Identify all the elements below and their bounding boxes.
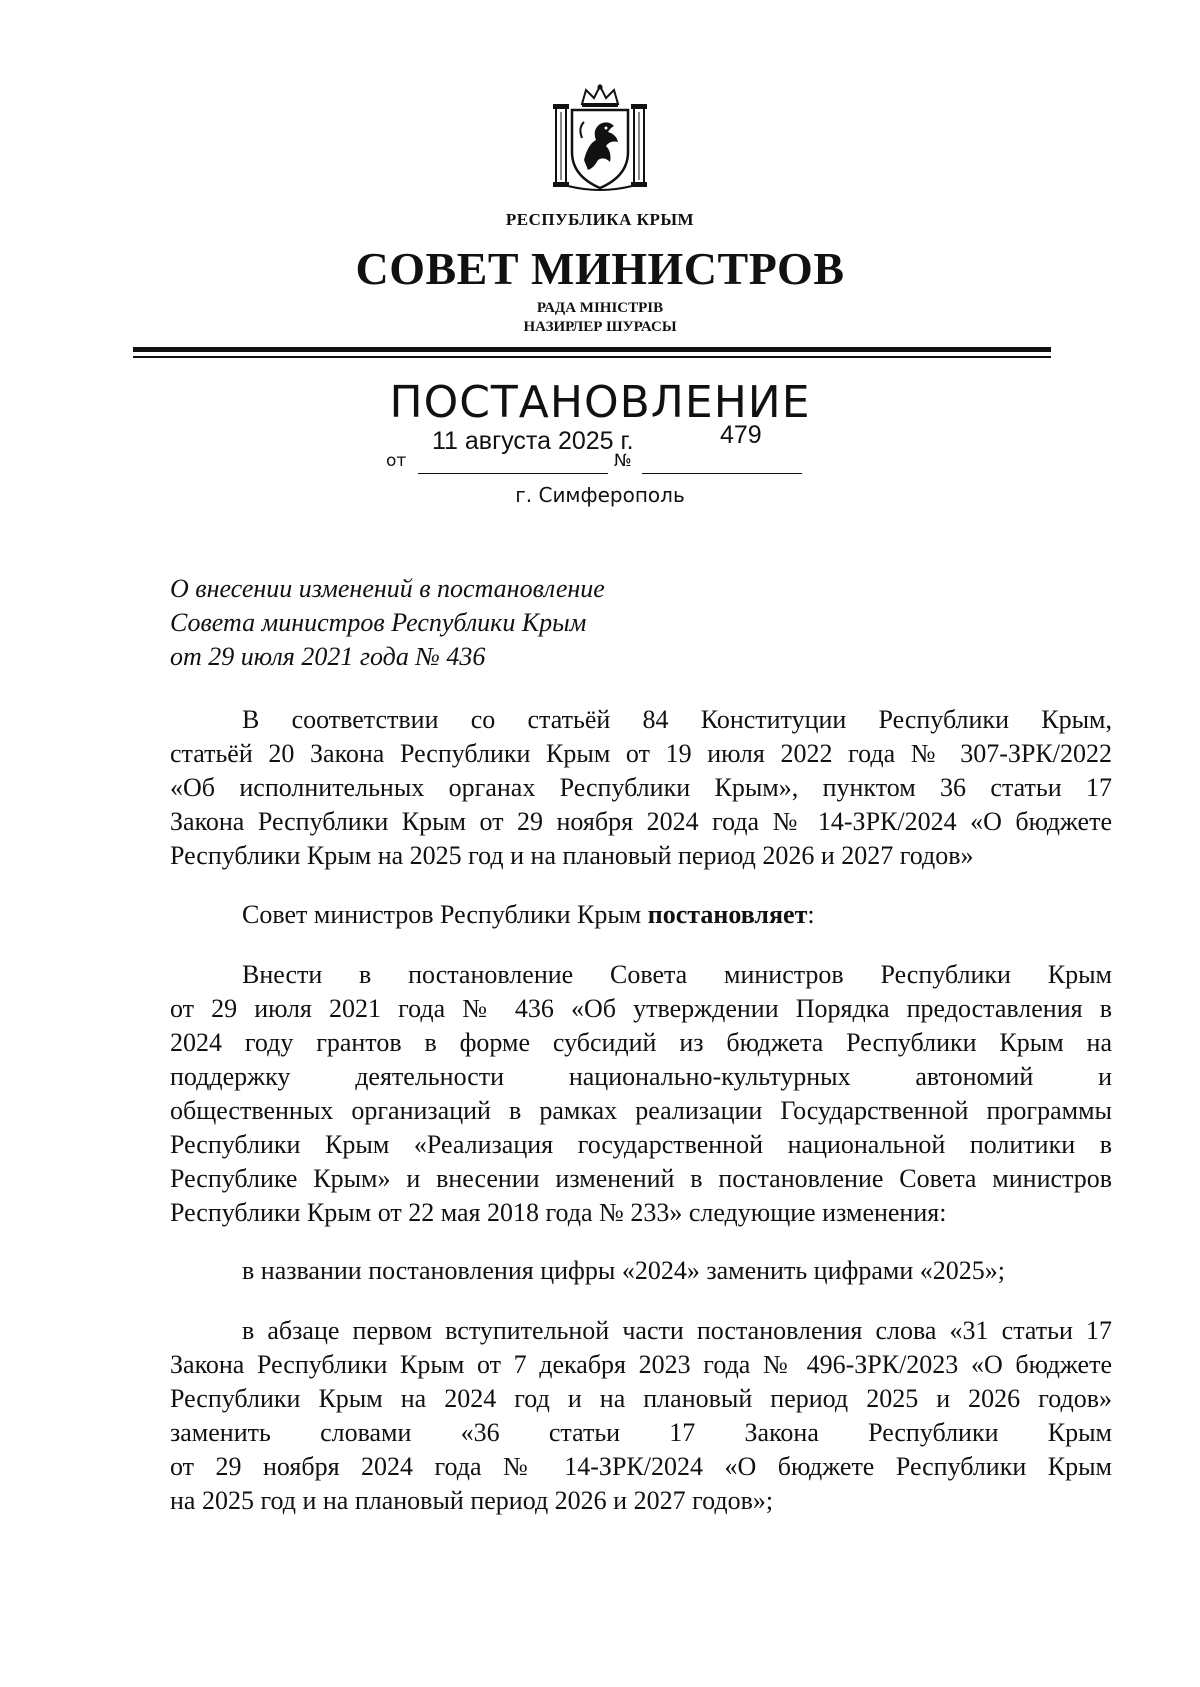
text-line: Внести в постановление Совета министров Республики Крым: [242, 960, 1112, 989]
document-number: 479: [720, 421, 762, 449]
date-underline: [418, 473, 608, 474]
resolution-keyword: постановляет: [647, 900, 808, 929]
subject-line: О внесении изменений в постановление: [170, 574, 605, 603]
text-line: заменить словами «36 статьи 17 Закона Республики Крым: [170, 1418, 1112, 1447]
header-divider-thin: [133, 356, 1051, 358]
subject-line: Совета министров Республики Крым: [170, 608, 587, 637]
text-line: Республики Крым на 2025 год и на плановый период 2026 и 2027 годов»: [170, 841, 974, 870]
change-item-title: [170, 1254, 1112, 1288]
document-city: г. Симферополь: [515, 483, 685, 507]
text-line: на 2025 год и на плановый период 2026 и 2027 годов»;: [170, 1486, 774, 1515]
text-line: в абзаце первом вступительной части постановления слова «31 статьи 17: [242, 1316, 1112, 1345]
resolution-paragraph: [170, 898, 1112, 932]
text-line: 2024 году грантов в форме субсидий из бюджета Республики Крым на: [170, 1028, 1112, 1057]
document-date: 11 августа 2025 г.: [432, 427, 634, 455]
text-line: от 29 ноября 2024 года № 14-ЗРК/2024 «О бюджете Республики Крым: [170, 1452, 1112, 1481]
text-line: Республики Крым от 22 мая 2018 года № 233» следующие изменения:: [170, 1198, 947, 1227]
text-line: поддержку деятельности национально-культурных автономий и: [170, 1062, 1112, 1091]
number-label: №: [614, 451, 632, 471]
document-subject: [170, 572, 605, 674]
text-line: от 29 июля 2021 года № 436 «Об утверждении Порядка предоставления в: [170, 994, 1112, 1023]
resolution-colon: :: [807, 900, 815, 929]
text-line: Республики Крым «Реализация государственной национальной политики в: [170, 1130, 1112, 1159]
council-heading: СОВЕТ МИНИСТРОВ: [355, 243, 845, 294]
amendment-paragraph: [170, 958, 1112, 1230]
text-line: «Об исполнительных органах Республики Крым», пунктом 36 статьи 17: [170, 773, 1112, 802]
council-name-ukrainian: РАДА МІНІСТРІВ: [536, 300, 664, 316]
document-type: ПОСТАНОВЛЕНИЕ: [389, 377, 811, 428]
text-line: общественных организаций в рамках реализации Государственной программы: [170, 1096, 1112, 1125]
text-line: [170, 898, 1112, 932]
text-line: В соответствии со статьёй 84 Конституции Республики Крым,: [242, 705, 1112, 734]
header-divider-thick: [133, 347, 1051, 352]
subject-line: от 29 июля 2021 года № 436: [170, 642, 486, 671]
text-line: Республике Крым» и внесении изменений в постановление Совета министров: [170, 1164, 1112, 1193]
republic-heading: РЕСПУБЛИКА КРЫМ: [505, 210, 695, 229]
coat-of-arms-emblem: [548, 82, 652, 194]
change-item-preamble: [170, 1314, 1112, 1518]
resolution-text: Совет министров Республики Крым: [242, 900, 648, 929]
text-line: в названии постановления цифры «2024» заменить цифрами «2025»;: [242, 1256, 1005, 1285]
text-line: Закона Республики Крым от 29 ноября 2024 года № 14-ЗРК/2024 «О бюджете: [170, 807, 1112, 836]
text-line: Закона Республики Крым от 7 декабря 2023 года № 496-ЗРК/2023 «О бюджете: [170, 1350, 1112, 1379]
date-label: от: [386, 451, 407, 471]
number-underline: [642, 473, 802, 474]
preamble-paragraph: [170, 703, 1112, 873]
text-line: статьёй 20 Закона Республики Крым от 19 июля 2022 года № 307-ЗРК/2022: [170, 739, 1112, 768]
council-name-crimean-tatar: НАЗИРЛЕР ШУРАСЫ: [523, 319, 677, 335]
text-line: Республики Крым на 2024 год и на плановый период 2025 и 2026 годов»: [170, 1384, 1112, 1413]
council-translations: [0, 299, 1200, 337]
